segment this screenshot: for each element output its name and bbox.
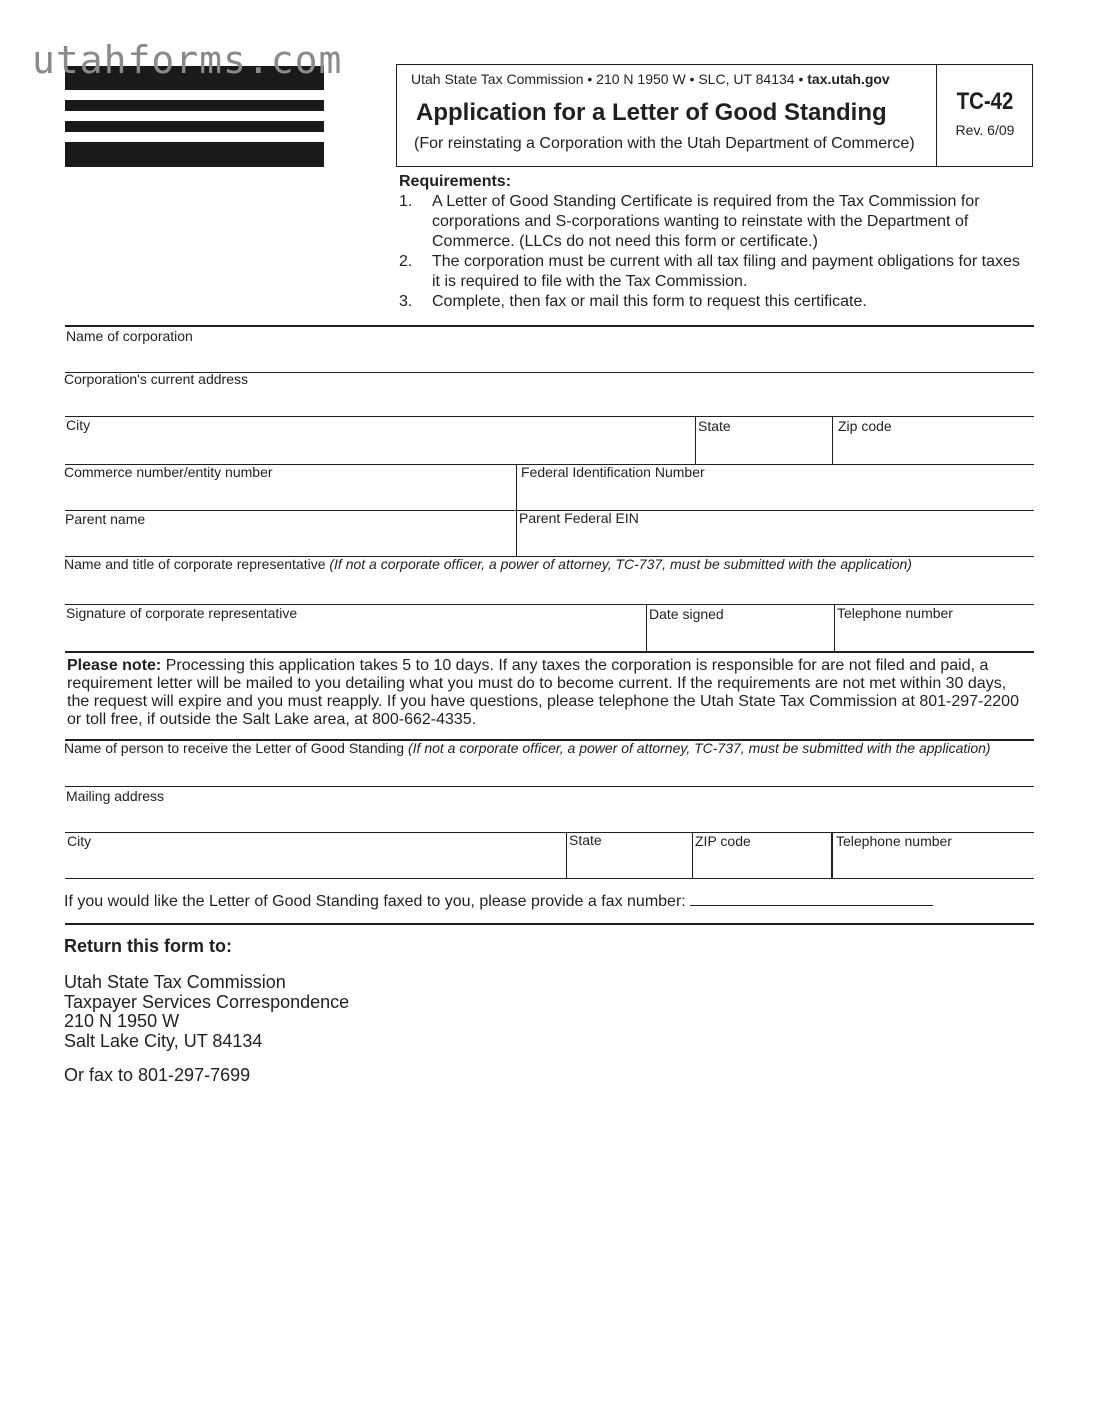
corp-name-field[interactable]: Name of corporation xyxy=(66,328,193,344)
requirement-item xyxy=(399,252,1039,292)
form-number: TC-42 xyxy=(956,88,1014,115)
recipient-name-note: (If not a corporate officer, a power of attorney, TC-737, must be submitted with the application) xyxy=(408,740,991,756)
date-signed-field[interactable]: Date signed xyxy=(649,606,724,622)
parent-fein-field[interactable]: Parent Federal EIN xyxy=(519,510,639,526)
field-rule xyxy=(65,786,1034,787)
recipient-zip-field[interactable]: ZIP code xyxy=(695,833,751,849)
section-rule xyxy=(65,651,1034,653)
agency-info xyxy=(411,71,890,87)
address-line: Salt Lake City, UT 84134 xyxy=(64,1030,263,1051)
fax-request xyxy=(64,891,933,911)
header-divider xyxy=(936,64,937,167)
field-divider xyxy=(516,464,517,556)
form-revision: Rev. 6/09 xyxy=(955,122,1015,138)
requirement-number: 1. xyxy=(399,193,413,210)
recipient-state-field[interactable]: State xyxy=(569,832,602,848)
section-rule xyxy=(65,923,1034,925)
form-title: Application for a Letter of Good Standing xyxy=(416,99,887,126)
field-divider xyxy=(831,832,833,878)
note-label: Please note: xyxy=(67,657,162,674)
city-field[interactable]: City xyxy=(66,417,91,433)
requirement-item xyxy=(399,292,1039,312)
return-address xyxy=(64,973,349,1051)
field-divider xyxy=(834,604,835,651)
section-rule xyxy=(65,325,1034,327)
state-field[interactable]: State xyxy=(698,418,731,434)
note-text: Processing this application takes 5 to 10 days. If any taxes the corporation is responsible for are not filed and paid, a requirement letter will be mailed to you detailing what you must do to become current. If the requirements are not met within 30 days, the request will expire and you must reapply. If you have questions, please telephone the Utah State Tax Commission at 801-297-2200 or toll free, if outside the Salt Lake area, at 800-662-4335. xyxy=(67,657,1019,728)
recipient-name-label: Name of person to receive the Letter of Good Standing xyxy=(64,740,405,756)
parent-name-field[interactable]: Parent name xyxy=(65,511,146,527)
fax-request-text: If you would like the Letter of Good Standing faxed to you, please provide a fax number: xyxy=(64,893,686,910)
field-divider xyxy=(692,832,693,878)
recipient-telephone-field[interactable]: Telephone number xyxy=(836,833,952,849)
address-line: Taxpayer Services Correspondence xyxy=(64,991,350,1012)
rep-name-note: (If not a corporate officer, a power of attorney, TC-737, must be submitted with the application) xyxy=(329,556,912,572)
requirement-item xyxy=(399,192,1039,252)
rep-name-field[interactable] xyxy=(64,556,912,572)
address-line: 210 N 1950 W xyxy=(64,1011,180,1031)
corp-address-field[interactable]: Corporation's current address xyxy=(64,371,248,387)
agency-address: Utah State Tax Commission • 210 N 1950 W • SLC, UT 84134 • xyxy=(411,71,804,87)
fein-field[interactable]: Federal Identification Number xyxy=(521,464,705,480)
return-heading: Return this form to: xyxy=(64,936,232,956)
fax-number-input[interactable] xyxy=(690,891,933,906)
requirement-text: Complete, then fax or mail this form to request this certificate. xyxy=(432,293,867,310)
requirement-number: 2. xyxy=(399,253,413,270)
requirement-text: The corporation must be current with all tax filing and payment obligations for taxes it is required to file with the Tax Commission. xyxy=(432,253,1020,290)
rep-name-label: Name and title of corporate representative xyxy=(64,556,326,572)
recipient-city-field[interactable]: City xyxy=(67,833,92,849)
field-divider xyxy=(646,604,647,651)
field-rule xyxy=(65,416,1034,417)
signature-field[interactable]: Signature of corporate representative xyxy=(66,605,298,621)
mailing-address-field[interactable]: Mailing address xyxy=(66,788,165,804)
telephone-field[interactable]: Telephone number xyxy=(837,605,953,621)
recipient-name-field[interactable] xyxy=(64,740,991,756)
fax-to: Or fax to 801-297-7699 xyxy=(64,1065,251,1085)
field-rule xyxy=(65,878,1034,879)
requirement-number: 3. xyxy=(399,293,413,310)
requirements-heading: Requirements: xyxy=(399,173,512,190)
requirement-text: A Letter of Good Standing Certificate is required from the Tax Commission for corporations and S-corporations wanting to reinstate with the Department of Commerce. (LLCs do not need this form or certificate.) xyxy=(432,193,980,250)
field-divider xyxy=(832,416,833,464)
field-divider xyxy=(566,832,567,878)
watermark-text: utahforms.com xyxy=(32,38,343,82)
processing-note xyxy=(67,657,1032,729)
zip-field[interactable]: Zip code xyxy=(838,418,892,434)
address-line: Utah State Tax Commission xyxy=(64,972,286,992)
form-subtitle: (For reinstating a Corporation with the Utah Department of Commerce) xyxy=(414,135,915,152)
field-divider xyxy=(695,416,696,464)
commerce-number-field[interactable]: Commerce number/entity number xyxy=(64,464,273,480)
agency-website: tax.utah.gov xyxy=(807,71,890,87)
